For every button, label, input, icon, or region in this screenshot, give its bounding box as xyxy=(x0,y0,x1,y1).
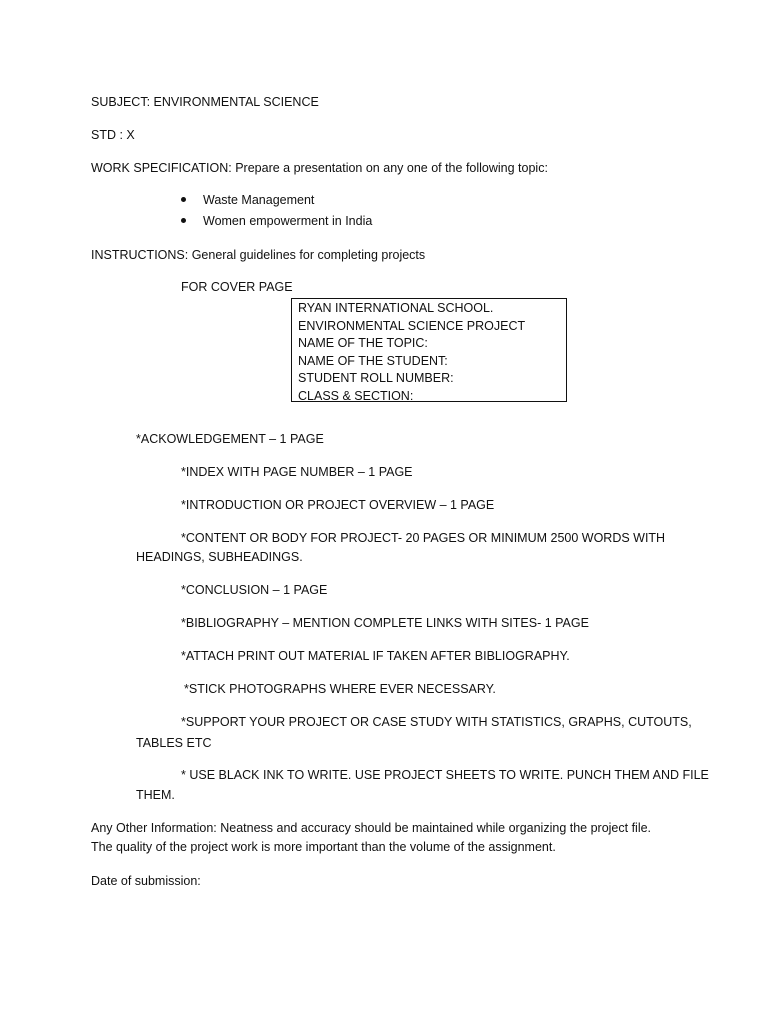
item-support-line2: TABLES ETC xyxy=(136,736,212,750)
item-content-line1: *CONTENT OR BODY FOR PROJECT- 20 PAGES OR MINIMUM 2500 WORDS WITH xyxy=(181,531,666,545)
item-support-line1: *SUPPORT YOUR PROJECT OR CASE STUDY WITH STATISTICS, GRAPHS, CUTOUTS, xyxy=(181,715,692,729)
item-index: *INDEX WITH PAGE NUMBER – 1 PAGE xyxy=(181,465,413,479)
item-acknowledgement: *ACKOWLEDGEMENT – 1 PAGE xyxy=(136,432,324,446)
instructions-line: INSTRUCTIONS: General guidelines for completing projects xyxy=(91,248,426,262)
date-of-submission: Date of submission: xyxy=(91,874,201,888)
list-item xyxy=(181,192,372,213)
item-photographs: *STICK PHOTOGRAPHS WHERE EVER NECESSARY. xyxy=(184,682,496,696)
cover-topic-field: NAME OF THE TOPIC: xyxy=(298,336,428,350)
item-ink-line1: * USE BLACK INK TO WRITE. USE PROJECT SHEETS TO WRITE. PUNCH THEM AND FILE xyxy=(181,768,709,782)
cover-page-box xyxy=(291,298,567,402)
cover-page-label: FOR COVER PAGE xyxy=(181,280,293,294)
cover-class-section-field: CLASS & SECTION: xyxy=(298,388,414,403)
item-ink-line2: THEM. xyxy=(136,788,175,802)
cover-roll-number-field: STUDENT ROLL NUMBER: xyxy=(298,371,454,385)
item-attach: *ATTACH PRINT OUT MATERIAL IF TAKEN AFTER BIBLIOGRAPHY. xyxy=(181,649,570,663)
topic-list xyxy=(181,192,372,234)
topic-women-empowerment: Women empowerment in India xyxy=(203,214,373,228)
item-content-line2: HEADINGS, SUBHEADINGS. xyxy=(136,550,303,564)
other-info-line1: Any Other Information: Neatness and accuracy should be maintained while organizing the project file. xyxy=(91,821,652,835)
subject-line: SUBJECT: ENVIRONMENTAL SCIENCE xyxy=(91,95,319,109)
std-line: STD : X xyxy=(91,128,135,142)
bullet-icon xyxy=(181,197,186,202)
item-conclusion: *CONCLUSION – 1 PAGE xyxy=(181,583,328,597)
item-introduction: *INTRODUCTION OR PROJECT OVERVIEW – 1 PAGE xyxy=(181,498,495,512)
cover-school-name: RYAN INTERNATIONAL SCHOOL. xyxy=(298,301,494,315)
work-specification-line: WORK SPECIFICATION: Prepare a presentation on any one of the following topic: xyxy=(91,161,548,175)
other-info-line2: The quality of the project work is more important than the volume of the assignment. xyxy=(91,840,556,854)
bullet-icon xyxy=(181,218,186,223)
cover-student-name-field: NAME OF THE STUDENT: xyxy=(298,353,448,368)
topic-waste-management: Waste Management xyxy=(203,193,315,207)
list-item xyxy=(181,213,372,234)
item-bibliography: *BIBLIOGRAPHY – MENTION COMPLETE LINKS WITH SITES- 1 PAGE xyxy=(181,616,589,630)
cover-project-title: ENVIRONMENTAL SCIENCE PROJECT xyxy=(298,318,526,333)
